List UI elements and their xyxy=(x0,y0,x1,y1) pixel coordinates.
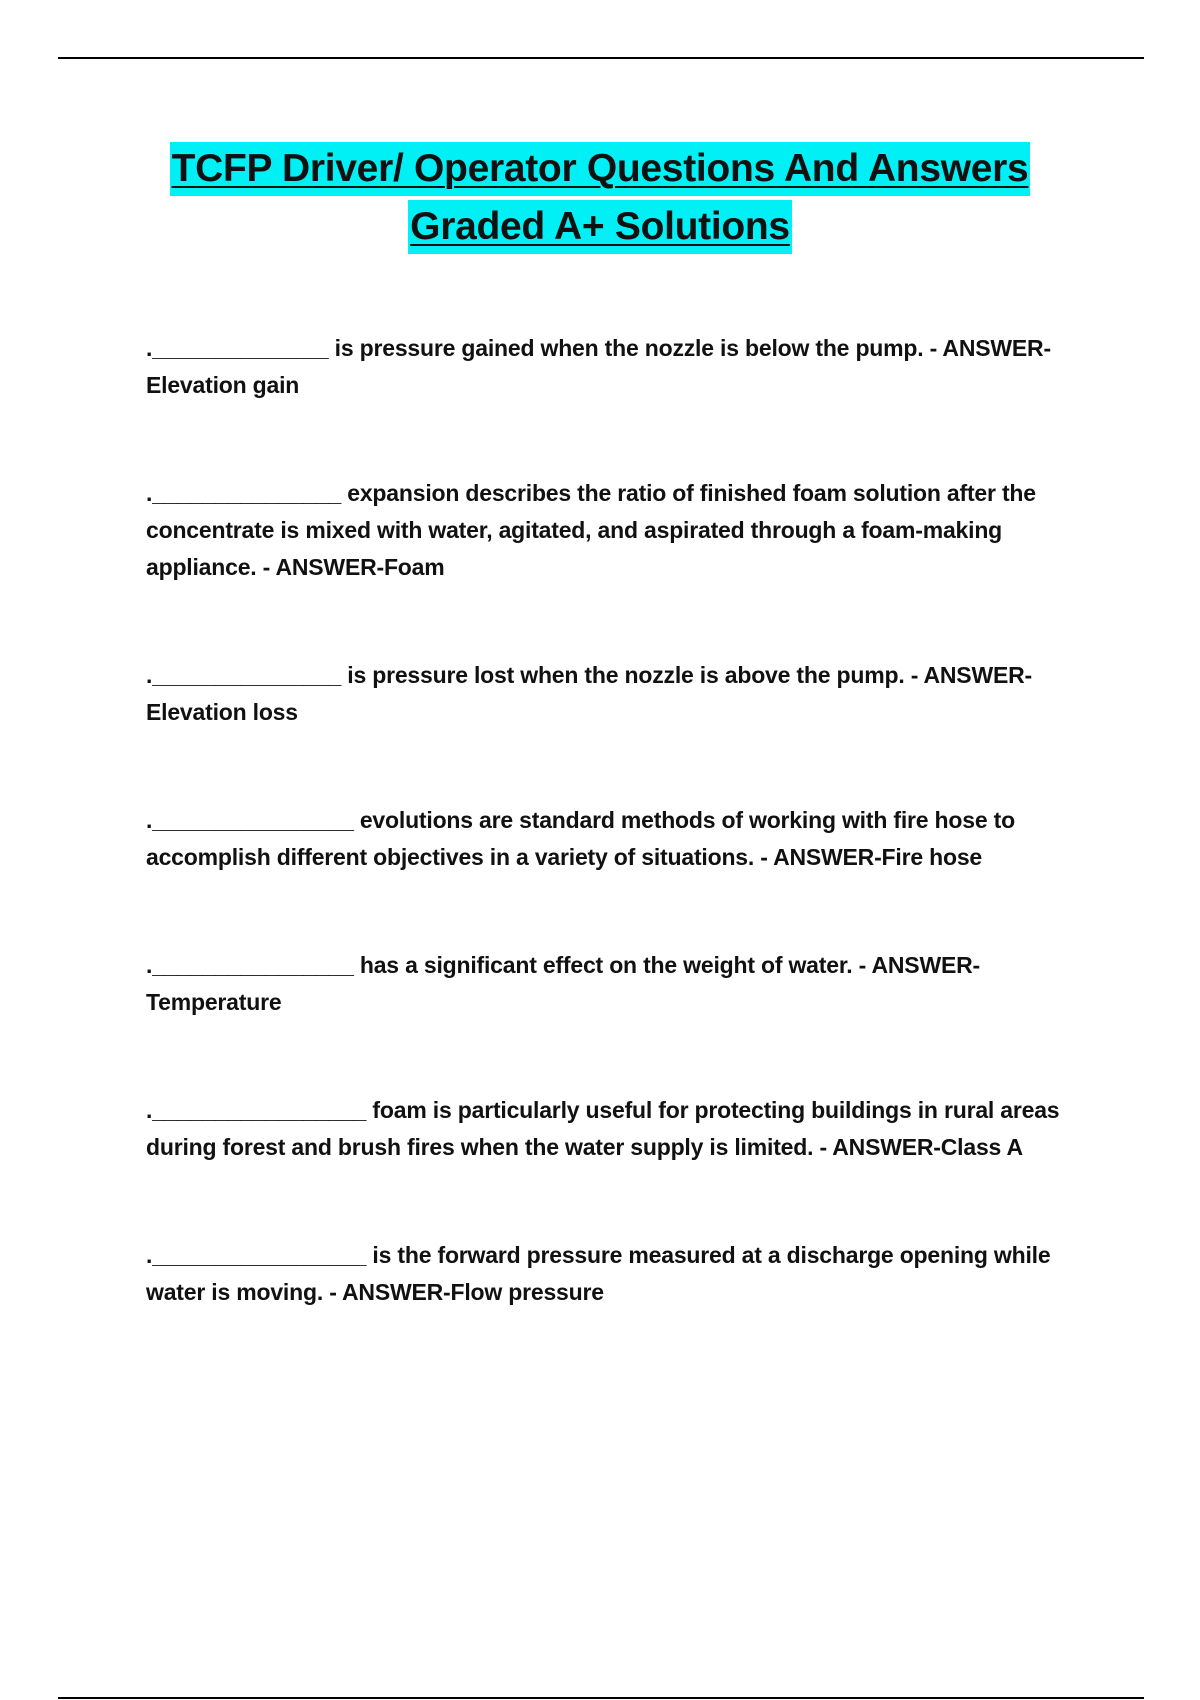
qa-item: .______________ is pressure gained when the nozzle is below the pump. - ANSWER-Elevation gain xyxy=(146,335,1051,398)
qa-item: .________________ evolutions are standard methods of working with fire hose to accomplish different objectives in a variety of situations. - ANSWER-Fire hose xyxy=(146,807,1015,870)
qa-item: .________________ has a significant effect on the weight of water. - ANSWER-Temperature xyxy=(146,952,980,1015)
qa-item: ._______________ is pressure lost when the nozzle is above the pump. - ANSWER-Elevation loss xyxy=(146,662,1032,725)
title-line-1: TCFP Driver/ Operator Questions And Answers xyxy=(170,142,1031,196)
bottom-rule xyxy=(58,1697,1144,1699)
qa-item: ._______________ expansion describes the ratio of finished foam solution after the concentrate is mixed with water, agitated, and aspirated through a foam-making appliance. - ANSWER-Foam xyxy=(146,480,1036,580)
top-rule xyxy=(58,57,1144,59)
document-title xyxy=(100,140,1100,256)
qa-item: ._________________ foam is particularly useful for protecting buildings in rural areas during forest and brush fires when the water supply is limited. - ANSWER-Class A xyxy=(146,1097,1060,1160)
qa-item: ._________________ is the forward pressure measured at a discharge opening while water is moving. - ANSWER-Flow pressure xyxy=(146,1242,1051,1305)
title-line-2: Graded A+ Solutions xyxy=(408,200,792,254)
question-answer-list xyxy=(146,330,1086,1311)
